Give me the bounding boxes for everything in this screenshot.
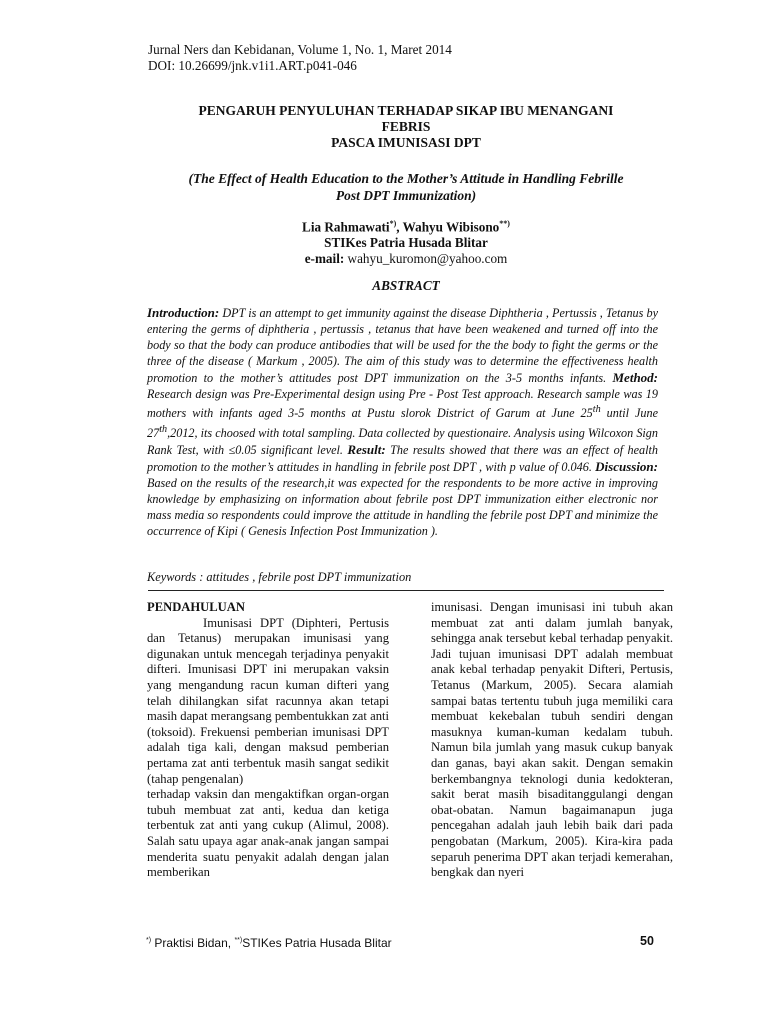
doi-line: DOI: 10.26699/jnk.v1i1.ART.p041-046 [148,58,357,73]
abstract-sup-b: th [159,424,168,436]
title-line-2: FEBRIS [381,119,431,134]
paper-title [150,103,662,151]
abstract-method-text-b: until June 27 [147,406,659,441]
author-2-mark: **) [499,219,510,228]
email-address[interactable]: wahyu_kuromon@yahoo.com [347,251,508,267]
email-line [150,251,662,267]
abstract-result-text: The results showed that there was an effect of health promotion to the mother’s attitudes in handling in febrile post DPT , with p value of 0.046. [147,443,658,475]
author-separator: , [396,219,403,235]
intro-paragraph-2: terhadap vaksin dan mengaktifkan organ-organ tubuh membuat zat anti, kedua dan ketiga terbentuk zat anti yang cukup (Alimul, 2008). Salah satu upaya agar anak-anak jangan sampai menderita suatu penyakit adalah dengan jalan memberikan [147,787,389,880]
abstract-discussion-label: Discussion: [595,459,658,475]
abstract-intro-text: DPT is an attempt to get immunity against the disease Diphtheria , Pertussis , Tetanus by entering the germs of diphtheria , pertussis , tetanus that have been weakened and turned off into the body so that the body can produce antibodies that will be used for the the body to fight the germs or the three of the disease ( Markum , 2005). The aim of this study was to determine the effectiveness health promotion to the mother’s attitudes post DPT immunization on the 3-5 months infants. [147,306,658,385]
intro-paragraph-3: imunisasi. Dengan imunisasi ini tubuh akan membuat zat anti dalam jumlah banyak, sehingga anak tersebut kebal terhadap penyakit. Jadi tujuan imunisasi DPT adalah membuat anak kebal terhadap penyakit Difteri, Pertusis, Tetanus (Markum, 2005). Secara alamiah sampai batas tertentu tubuh juga memiliki cara membuat kekebalan tubuh sendiri dengan masuknya kuman-kuman kedalam tubuh. Namun bila jumlah yang masuk cukup banyak dan ganas, bayi akan sakit. Dengan semakin berkembangnya teknologi dunia kedokteran, sakit berat masih bisaditanggulangi dengan obat-obatan. Namun bagaimanapun juga pencegahan adalah jauh lebih baik dari pada pengobatan (Markum, 2005). Kira-kira pada separuh penerima DPT akan terjadi kemerahan, bengkak dan nyeri [431,600,673,880]
abstract-heading: ABSTRACT [372,278,440,293]
english-title [148,170,664,204]
abstract-result-label: Result: [347,442,386,458]
english-title-line-1: (The Effect of Health Education to the Mother’s Attitude in Handling Febrille [188,171,624,186]
page-number: 50 [640,934,654,948]
author-block [150,216,662,267]
abstract-sup-a: th [592,404,601,416]
author-1-mark: *) [389,219,397,228]
author-1: Lia Rahmawati [302,219,390,235]
english-title-line-2: Post DPT Immunization) [335,188,477,203]
footnote-mark-1: *) [146,937,152,944]
abstract-method-label: Method: [612,369,658,385]
footnote-text-1: Praktisi Bidan, [151,936,235,950]
body-column-right [431,600,673,881]
footnote-mark-2: **) [234,937,243,944]
footnote-text-2: STIKes Patria Husada Blitar [242,936,392,950]
title-line-3: PASCA IMUNISASI DPT [331,135,481,150]
institution: STIKes Patria Husada Blitar [324,235,488,251]
author-2: Wahyu Wibisono [402,219,500,235]
author-names [150,216,662,235]
journal-citation: Jurnal Ners dan Kebidanan, Volume 1, No. 1, Maret 2014 [148,42,452,57]
abstract-method-text-a: Research design was Pre-Experimental design using Pre - Post Test approach. Research sample was 19 mothers with infants aged 3-5 months at Pustu slorok District of Garum at June 25 [147,386,658,421]
title-line-1: PENGARUH PENYULUHAN TERHADAP SIKAP IBU MENANGANI [198,103,614,118]
body-column-left [147,600,389,881]
abstract-intro-label: Introduction: [147,305,220,320]
abstract-body [147,305,658,540]
abstract-method-text-c: ,2012, its choosed with total sampling. Data collected by questionaire. Analysis using Wilcoxon Sign Rank Test, with ≤0.05 significant level. [147,426,658,458]
section-divider [148,590,664,591]
intro-paragraph-1: Imunisasi DPT (Diphteri, Pertusis dan Tetanus) merupakan imunisasi yang digunakan untuk mencegah terjadinya penyakit difteri. Imunisasi DPT ini merupakan vaksin yang mengandung racun kuman difteri yang telah dihilangkan sifat racunnya akan tetapi masih dapat merangsang pembentukkan zat anti (toksoid). Frekuensi pemberian imunisasi DPT adalah tiga kali, dengan maksud pemberian pertama zat anti terbentuk masih sangat sedikit (tahap pengenalan) [147,615,389,786]
abstract-discussion-text: Based on the results of the research,it was expected for the respondents to be more active in improving knowledge by emphasizing on information about febrile post DPT immunization either electronic nor mass media so respondents could improve the attitude in handling the febrile post DPT and minimize the occurrence of Kipi ( Genesis Infection Post Immunization ). [147,476,658,538]
section-heading: PENDAHULUAN [147,600,245,614]
keywords: Keywords : attitudes , febrile post DPT immunization [147,570,412,584]
email-label: e-mail: [304,251,345,267]
footnote [146,934,392,950]
